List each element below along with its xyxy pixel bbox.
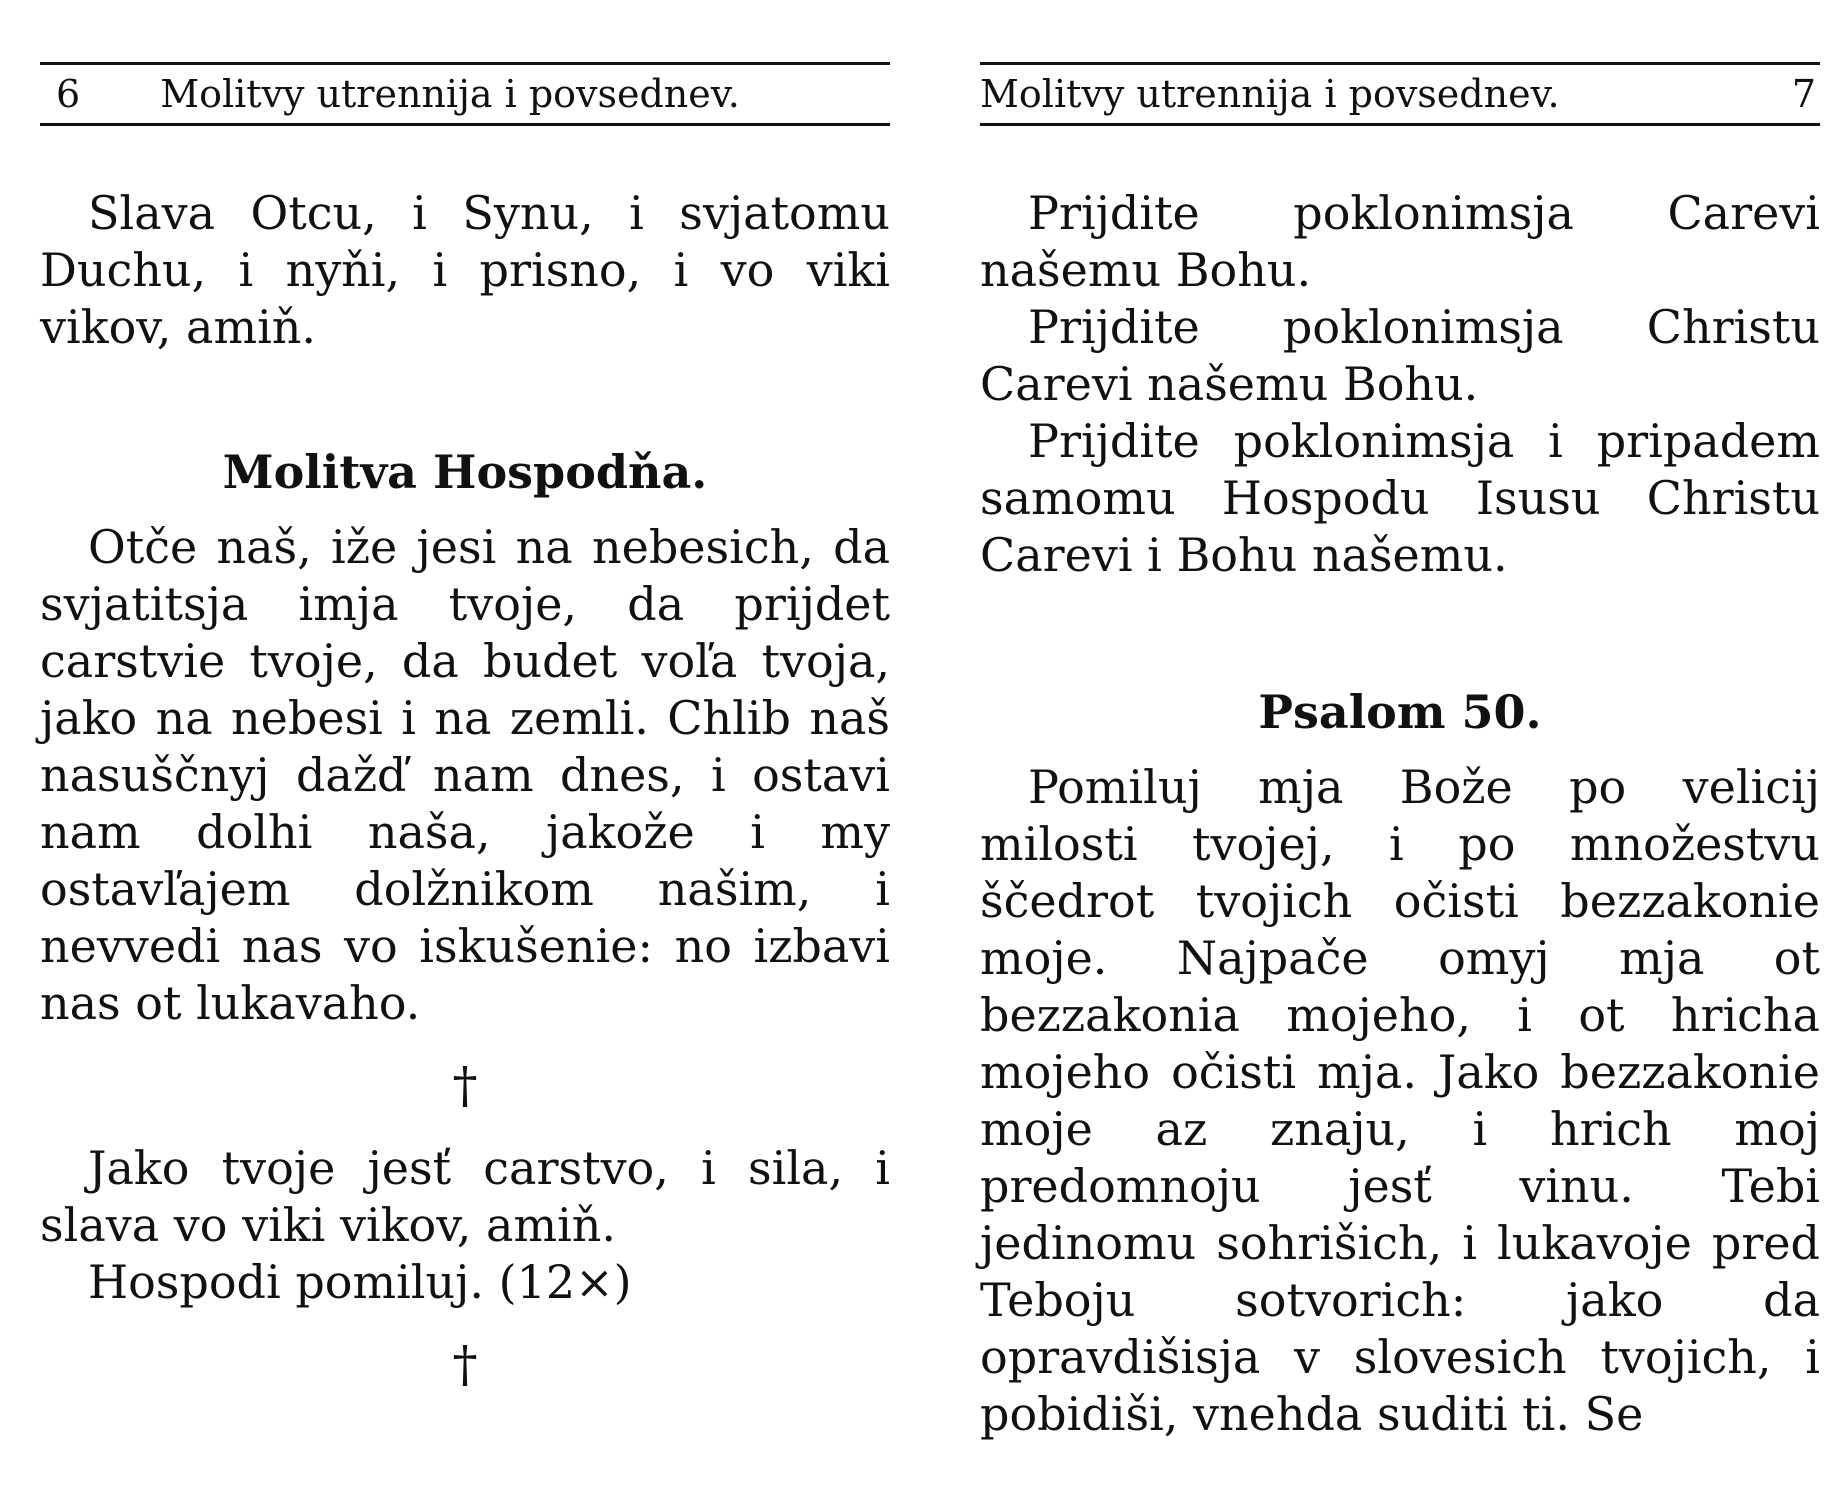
page-number-left: 6	[56, 72, 81, 116]
doxology-paragraph: Slava Otcu, i Synu, i svjatomu Duchu, i nyňi, i prisno, i vo viki vikov, amiň.	[40, 186, 890, 354]
running-title-right: Molitvy utrennija i povsednev.	[980, 72, 1560, 116]
closing-paragraph: Jako tvoje jesť carstvo, i sila, i slava vo viki vikov, amiň.	[40, 1141, 890, 1252]
page-number-right: 7	[1791, 72, 1816, 116]
cross-icon: †	[452, 1056, 478, 1114]
running-head-right	[980, 62, 1820, 126]
cross-icon: †	[452, 1335, 478, 1393]
right-page	[980, 0, 1820, 1500]
lords-prayer-paragraph: Otče naš, iže jesi na nebesich, da svjatitsja imja tvoje, da prijdet carstvie tvoje, da budet voľa tvoja, jako na nebesi i na zemli. Chlib naš nasuščnyj dažď nam dnes, i ostavi nam dolhi naša, jakože i my ostavľajem dolžnikom našim, i nevvedi nas vo iskušenie: no izbavi nas ot lukavaho.	[40, 520, 890, 1030]
invitatory-paragraph-1: Prijdite poklonimsja Carevi našemu Bohu.	[980, 186, 1820, 297]
invitatory-paragraph-3: Prijdite poklonimsja i pripadem samomu Hospodu Isusu Christu Carevi i Bohu našemu.	[980, 414, 1820, 582]
right-body	[980, 185, 1820, 1443]
running-title-left: Molitvy utrennija i povsednev.	[160, 72, 740, 116]
left-body	[40, 185, 890, 1419]
kyrie-line: Hospodi pomiluj. (12×)	[88, 1255, 632, 1309]
psalm-paragraph: Pomiluj mja Bože po velicij milosti tvojej, i po množestvu ščedrot tvojich očisti bezzakonie moje. Najpače omyj mja ot bezzakonia mojeho, i ot hricha mojeho očisti mja. Jako bezzakonie moje az znaju, i hrich moj predomnoju jesť vinu. Tebi jedinomu sohrišich, i lukavoje pred Teboju sotvorich: jako da opravdišisja v slovesich tvojich, i pobidiši, vnehda suditi ti. Se	[980, 760, 1820, 1441]
psalm-heading: Psalom 50.	[1258, 685, 1542, 739]
left-page	[40, 0, 890, 1500]
invitatory-paragraph-2: Prijdite poklonimsja Christu Carevi našemu Bohu.	[980, 300, 1820, 411]
lords-prayer-heading: Molitva Hospodňa.	[222, 445, 708, 499]
running-head-left	[40, 62, 890, 126]
